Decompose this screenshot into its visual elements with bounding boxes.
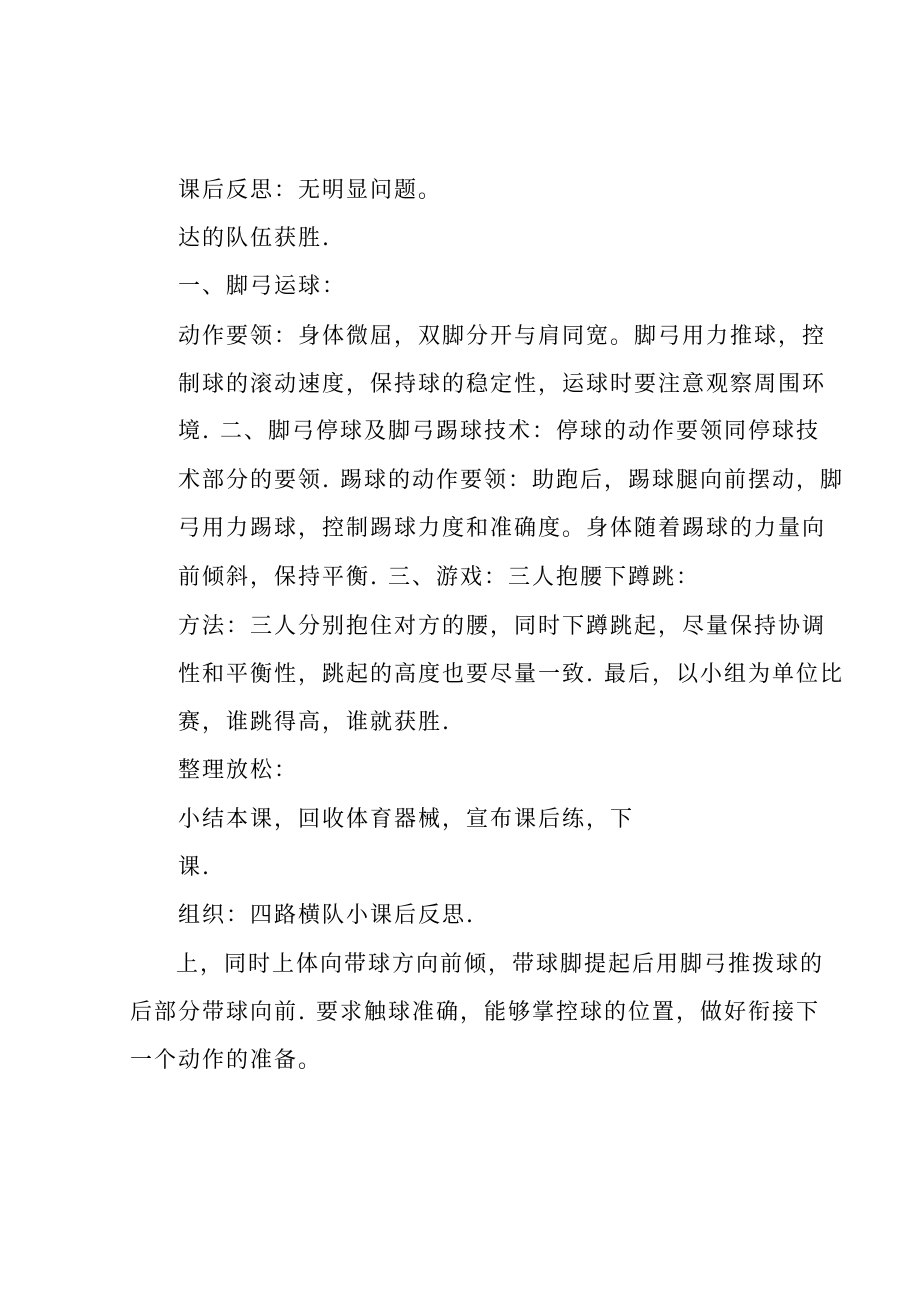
text-line: 课.	[178, 855, 211, 880]
section-heading: 一、脚弓运球：	[178, 274, 347, 299]
text-line: 达的队伍获胜.	[178, 226, 331, 251]
text-line: 制球的滚动速度，保持球的稳定性，运球时要注意观察周围环	[178, 372, 827, 397]
text-line: 方法：三人分别抱住对方的腰，同时下蹲跳起，尽量保持协调	[178, 614, 827, 639]
text-line: 小结本课，回收体育器械，宣布课后练，下	[178, 807, 635, 832]
text-line: 前倾斜，保持平衡. 三、游戏：三人抱腰下蹲跳：	[178, 565, 700, 590]
text-line: 弓用力踢球，控制踢球力度和准确度。身体随着踢球的力量向	[178, 516, 827, 541]
text-line: 后部分带球向前. 要求触球准确，能够掌控球的位置，做好衔接下	[130, 1000, 820, 1025]
text-line: 上，同时上体向带球方向前倾，带球脚提起后用脚弓推拨球的	[176, 952, 825, 977]
text-line: 一个动作的准备。	[130, 1048, 323, 1073]
text-line: 赛，谁跳得高，谁就获胜.	[178, 710, 451, 735]
text-line: 性和平衡性，跳起的高度也要尽量一致. 最后，以小组为单位比	[178, 662, 844, 687]
section-heading: 整理放松：	[178, 758, 299, 783]
text-line: 境. 二、脚弓停球及脚弓踢球技术：停球的动作要领同停球技	[178, 419, 820, 444]
text-line: 术部分的要领. 踢球的动作要领：助跑后，踢球腿向前摆动，脚	[178, 468, 844, 493]
text-line: 组织：四路横队小课后反思.	[178, 903, 475, 928]
text-line: 课后反思：无明显问题。	[178, 178, 443, 203]
text-line: 动作要领：身体微屈，双脚分开与肩同宽。脚弓用力推球，控	[178, 324, 827, 349]
